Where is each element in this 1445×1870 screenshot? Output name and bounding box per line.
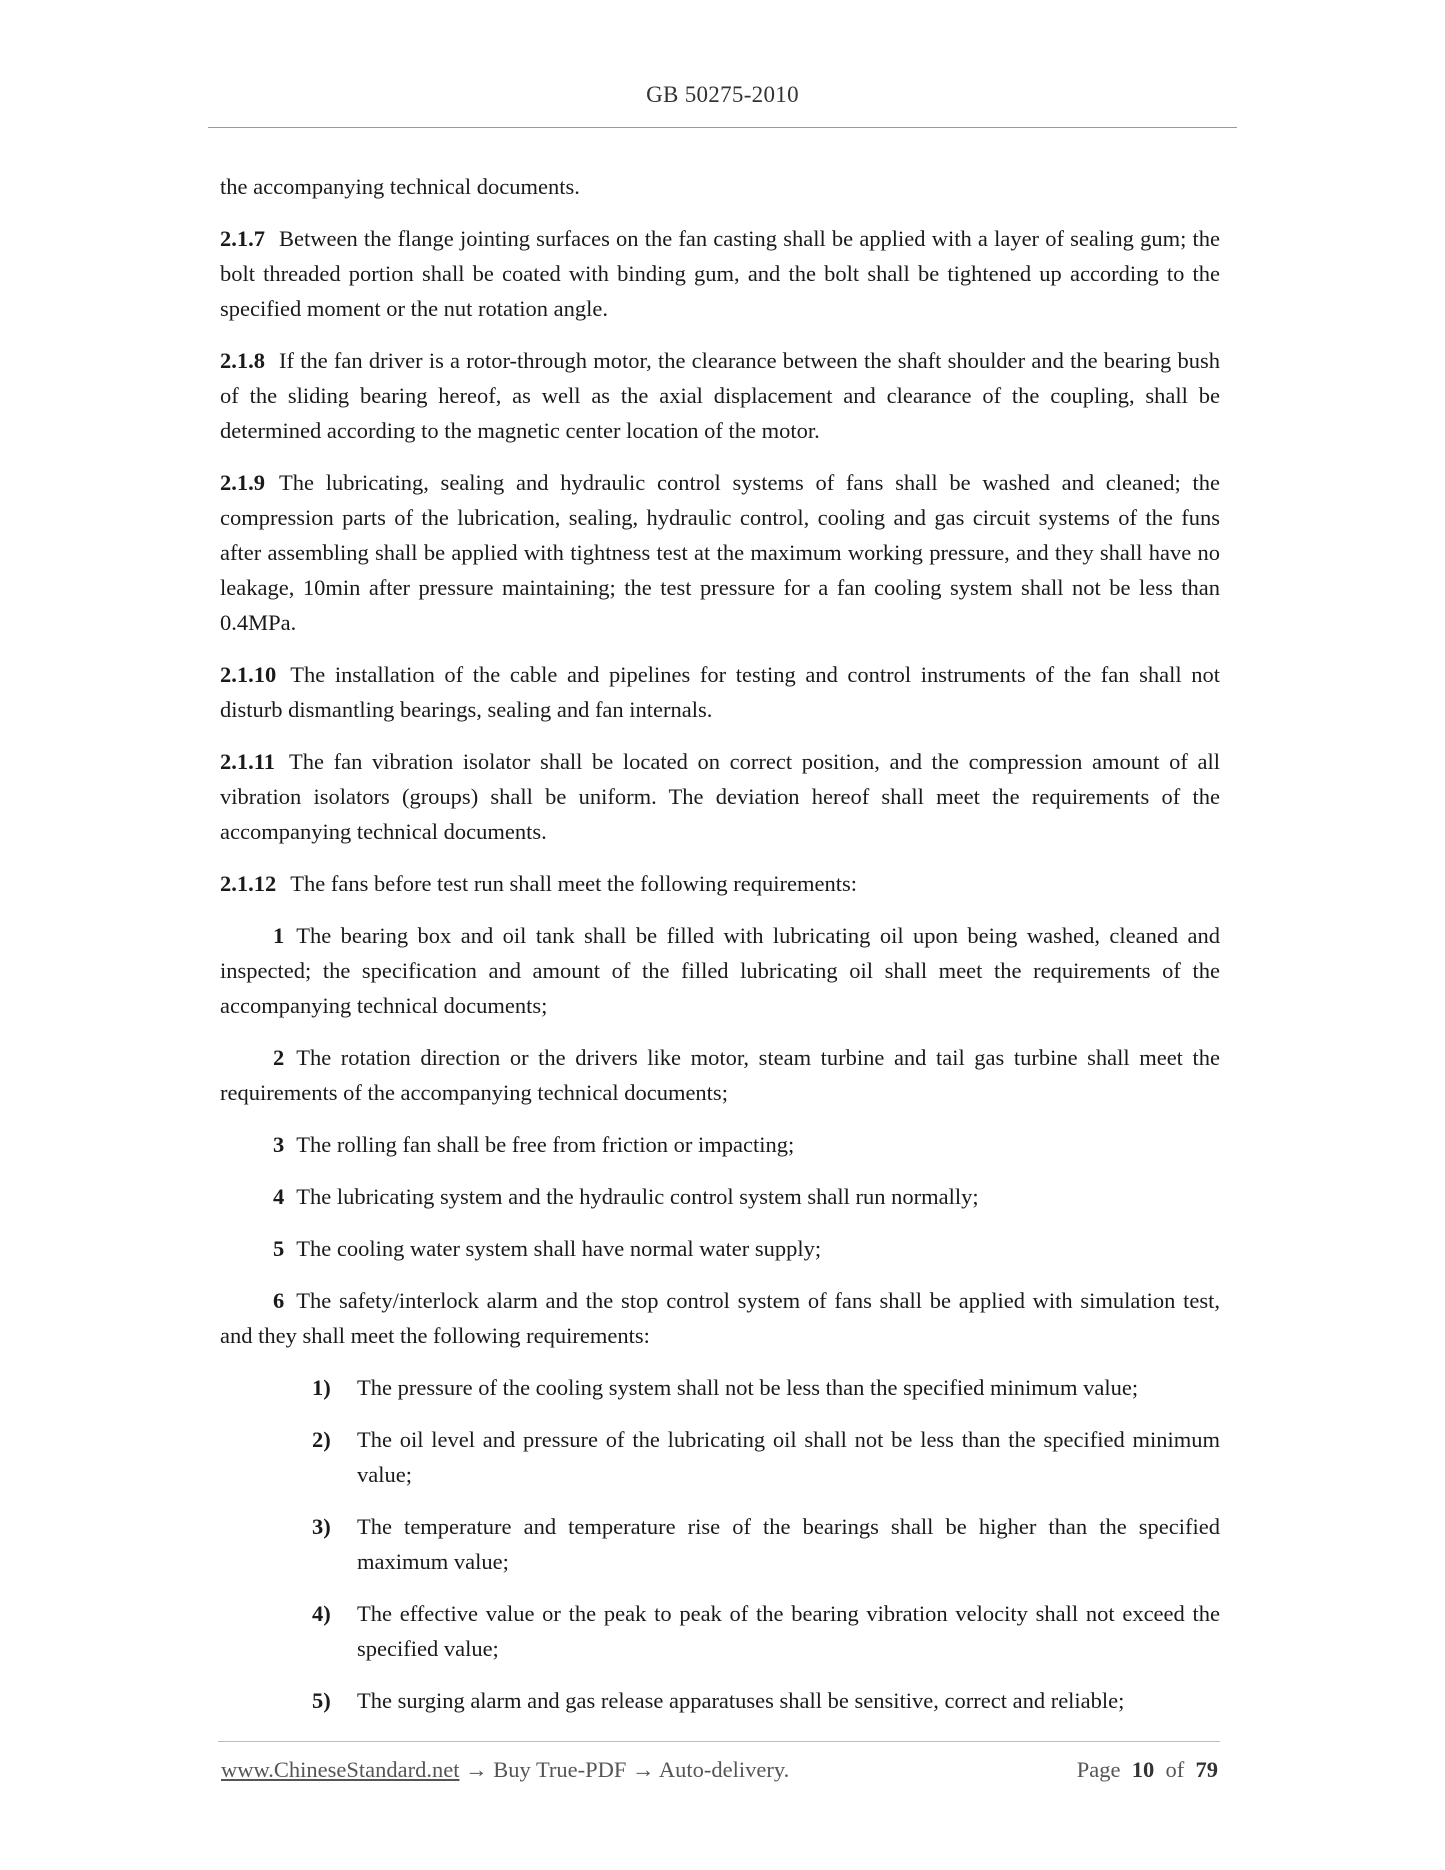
sub-item-number: 3) [312,1514,331,1539]
sub-item-number: 5) [312,1688,331,1713]
sub-item-2 [220,1422,1220,1492]
sub-item-text: The pressure of the cooling system shall not be less than the specified minimum value; [357,1375,1139,1400]
page-indicator [1077,1757,1218,1783]
sub-item-number: 4) [312,1601,331,1626]
sub-item-1 [220,1370,1220,1405]
item-number: 3 [273,1132,285,1157]
item-text: The cooling water system shall have normal water supply; [296,1236,822,1261]
clause-number: 2.1.8 [220,348,265,373]
clause-number: 2.1.10 [220,662,277,687]
promo-text: → Buy True-PDF → Auto-delivery. [459,1757,790,1782]
page-number: 10 [1131,1757,1155,1782]
item-number: 2 [273,1045,285,1070]
clause-2-1-11 [220,744,1220,849]
page-header: GB 50275-2010 [646,82,799,107]
clause-text: The installation of the cable and pipelines for testing and control instruments of the fan shall not disturb dismantling bearings, sealing and fan internals. [220,662,1220,722]
item-number: 4 [273,1184,285,1209]
clause-number: 2.1.12 [220,871,277,896]
clause-text: The fans before test run shall meet the following requirements: [290,871,857,896]
clause-text: Between the flange jointing surfaces on the fan casting shall be applied with a layer of sealing gum; the bolt threaded portion shall be coated with binding gum, and the bolt shall be tightened up according to the specified moment or the nut rotation angle. [220,226,1220,321]
sub-item-number: 2) [312,1427,331,1452]
sub-item-number: 1) [312,1375,331,1400]
list-item-5 [220,1231,1220,1266]
clause-number: 2.1.7 [220,226,265,251]
list-item-1 [220,918,1220,1023]
item-text: The rolling fan shall be free from friction or impacting; [296,1132,795,1157]
clause-2-1-10 [220,657,1220,727]
list-item-6 [220,1283,1220,1353]
item-text: The bearing box and oil tank shall be filled with lubricating oil upon being washed, cleaned and inspected; the specification and amount of the filled lubricating oil shall meet the requirements of the accompanying technical documents; [220,923,1220,1018]
page-label: Page [1076,1757,1121,1782]
clause-number: 2.1.11 [220,749,276,774]
footer-divider [218,1741,1220,1742]
clause-2-1-9 [220,465,1220,640]
document-body [220,169,1220,1735]
paragraph-continuation: the accompanying technical documents. [220,174,580,199]
list-item-4 [220,1179,1220,1214]
clause-2-1-12 [220,866,1220,901]
of-label: of [1165,1757,1185,1782]
clause-text: If the fan driver is a rotor-through motor, the clearance between the shaft shoulder and the bearing bush of the sliding bearing hereof, as well as the axial displacement and clearance of the coupling, shall be determined according to the magnetic center location of the motor. [220,348,1220,443]
clause-text: The lubricating, sealing and hydraulic control systems of fans shall be washed and cleaned; the compression parts of the lubrication, sealing, hydraulic control, cooling and gas circuit systems of the funs after assembling shall be applied with tightness test at the maximum working pressure, and they shall have no leakage, 10min after pressure maintaining; the test pressure for a fan cooling system shall not be less than 0.4MPa. [220,470,1220,635]
clause-number: 2.1.9 [220,470,265,495]
item-text: The rotation direction or the drivers like motor, steam turbine and tail gas turbine shall meet the requirements of the accompanying technical documents; [220,1045,1220,1105]
sub-item-text: The effective value or the peak to peak of the bearing vibration velocity shall not exceed the specified value; [357,1601,1220,1661]
sub-item-3 [220,1509,1220,1579]
page-footer [221,1757,1218,1793]
item-text: The safety/interlock alarm and the stop control system of fans shall be applied with simulation test, and they shall meet the following requirements: [220,1288,1220,1348]
clause-2-1-8 [220,343,1220,448]
item-number: 5 [273,1236,285,1261]
sub-item-text: The surging alarm and gas release apparatuses shall be sensitive, correct and reliable; [357,1688,1125,1713]
sub-item-4 [220,1596,1220,1666]
item-number: 1 [273,923,285,948]
website-link[interactable]: www.ChineseStandard.net [221,1757,460,1782]
item-number: 6 [273,1288,285,1313]
sub-item-text: The temperature and temperature rise of the bearings shall be higher than the specified maximum value; [357,1514,1220,1574]
total-pages: 79 [1195,1757,1218,1782]
sub-item-text: The oil level and pressure of the lubricating oil shall not be less than the specified minimum value; [357,1427,1220,1487]
list-item-3 [220,1127,1220,1162]
clause-2-1-7 [220,221,1220,326]
header-divider [208,127,1237,128]
clause-text: The fan vibration isolator shall be located on correct position, and the compression amount of all vibration isolators (groups) shall be uniform. The deviation hereof shall meet the requirements of the accompanying technical documents. [220,749,1220,844]
item-text: The lubricating system and the hydraulic control system shall run normally; [296,1184,979,1209]
sub-item-5 [220,1683,1220,1718]
footer-promo [221,1757,789,1783]
list-item-2 [220,1040,1220,1110]
